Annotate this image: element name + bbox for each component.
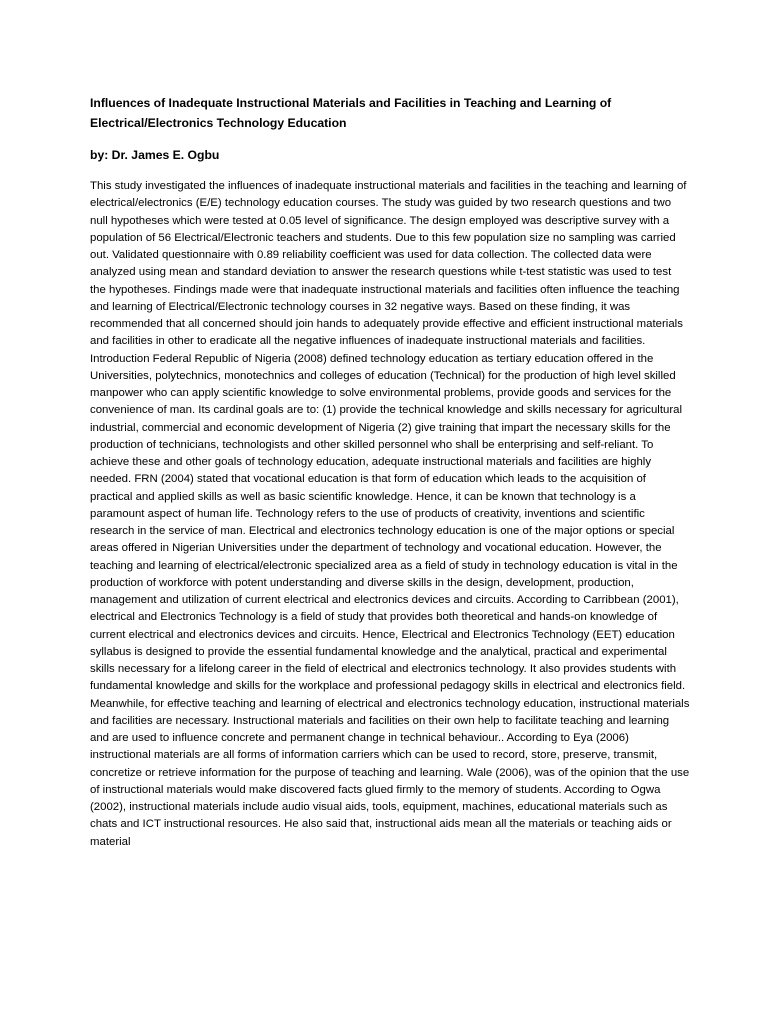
document-body: This study investigated the influences of inadequate instructional materials and facilities in the teaching and learning of electrical/electronics (E/E) technology education courses. The study was guided by two research questions and two null hypotheses which were tested at 0.05 level of significance. The design employed was descriptive survey with a population of 56 Electrical/Electronic teachers and students. Due to this few population size no sampling was carried out. Validated questionnaire with 0.89 reliability coefficient was used for data collection. The collected data were analyzed using mean and standard deviation to answer the research questions while t-test statistic was used to test the hypotheses. Findings made were that inadequate instructional materials and facilities often influence the teaching and learning of Electrical/Electronic technology courses in 32 negative ways. Based on these finding, it was recommended that all concerned should join hands to adequately provide effective and efficient instructional materials and facilities in other to eradicate all the negative influences of inadequate instructional materials and facilities. Introduction Federal Republic of Nigeria (2008) defined technology education as tertiary education offered in the Universities, polytechnics, monotechnics and colleges of education (Technical) for the production of high level skilled manpower who can apply scientific knowledge to solve environmental problems, provide goods and services for the convenience of man. Its cardinal goals are to: (1) provide the technical knowledge and skills necessary for agricultural industrial, commercial and economic development of Nigeria (2) give training that impart the necessary skills for the production of technicians, technologists and other skilled personnel who shall be enterprising and self-reliant. To achieve these and other goals of technology education, adequate instructional materials and facilities are highly needed. FRN (2004) stated that vocational education is that form of education which leads to the acquisition of practical and applied skills as well as basic scientific knowledge. Hence, it can be known that technology is a paramount aspect of human life. Technology refers to the use of products of creativity, inventions and scientific research in the service of man. Electrical and electronics technology education is one of the major options or special areas offered in Nigerian Universities under the department of technology and vocational education. However, the teaching and learning of electrical/electronic specialized area as a field of study in technology education is vital in the production of workforce with potent understanding and diverse skills in the design, development, production, management and utilization of current electrical and electronics devices and circuits. According to Carribbean (2001), electrical and Electronics Technology is a field of study that provides both theoretical and hands-on knowledge of current electrical and electronics devices and circuits. Hence, Electrical and Electronics Technology (EET) education syllabus is designed to provide the essential fundamental knowledge and the analytical, practical and experimental skills necessary for a lifelong career in the field of electrical and electronics technology. It also provides students with fundamental knowledge and skills for the workplace and professional pedagogy skills in electrical and electronics field. Meanwhile, for effective teaching and learning of electrical and electronics technology education, instructional materials and facilities are necessary. Instructional materials and facilities on their own help to facilitate teaching and learning and are used to influence concrete and permanent change in technical behaviour.. According to Eya (2006) instructional materials are all forms of information carriers which can be used to record, store, preserve, transmit, concretize or retrieve information for the purpose of teaching and learning. Wale (2006), was of the opinion that the use of instructional materials would make discovered facts glued firmly to the memory of students. According to Ogwa (2002), instructional materials include audio visual aids, tools, equipment, machines, educational materials such as chats and ICT instructional resources. He also said that, instructional aids mean all the materials or teaching aids or material [90,180,690,848]
document-title: Influences of Inadequate Instructional Materials and Facilities in Teaching and Learning of Electrical/Electronics Technology Education [90,96,612,130]
document-page [90,93,690,851]
document-author: by: Dr. James E. Ogbu [90,148,220,162]
